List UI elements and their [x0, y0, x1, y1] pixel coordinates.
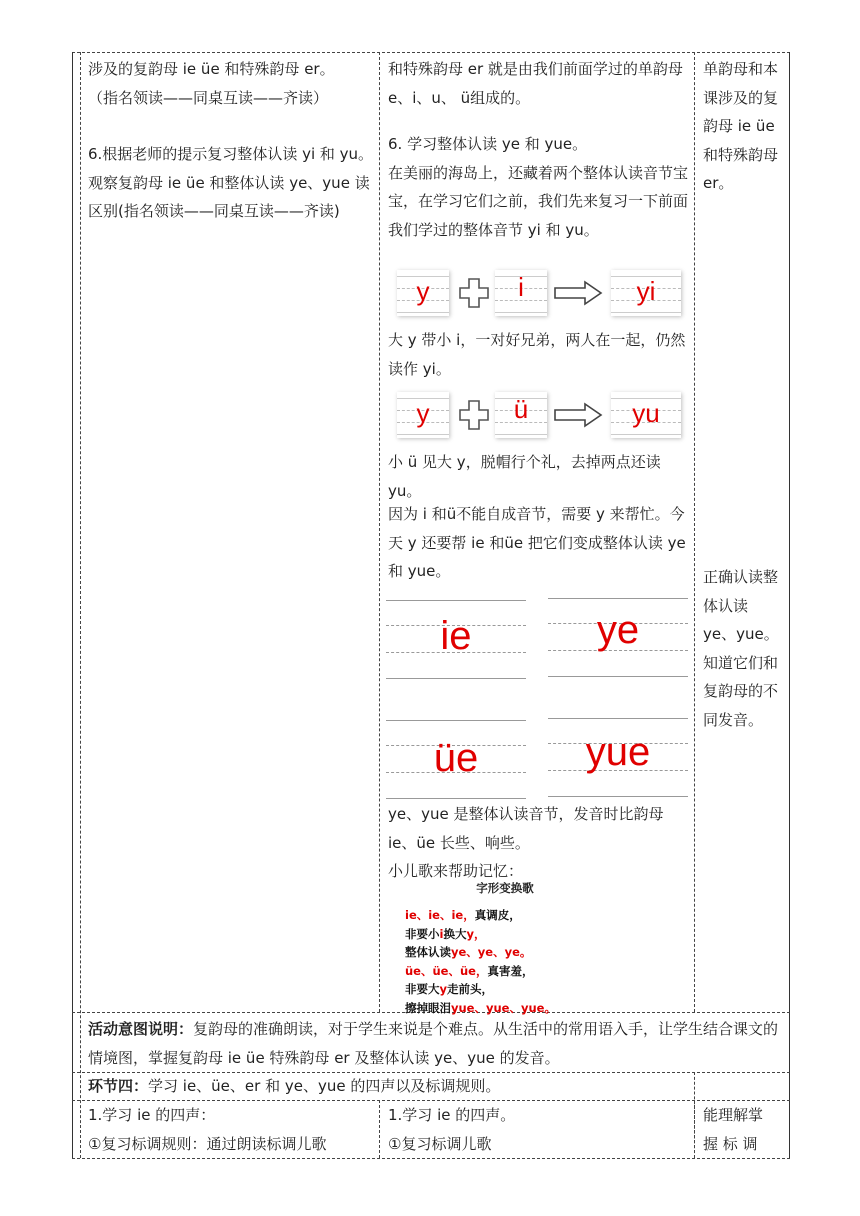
grid-ie [386, 598, 526, 680]
table-top-border [72, 52, 790, 53]
bottom-col2 [388, 1101, 690, 1158]
bottom-col1-line-1: 1.学习 ie 的四声： [88, 1106, 216, 1124]
table-bottom-border [72, 1158, 790, 1159]
grid-letter: yue [585, 730, 651, 774]
grid-box-y [397, 392, 449, 438]
col1-line-2: （指名领读——同桌互读——齐读） [88, 88, 329, 107]
table-right-border [789, 52, 790, 1158]
col-divider-2b [379, 1100, 380, 1158]
song-line-2: 非要小i换大y， [405, 926, 486, 941]
col-divider-1 [80, 52, 81, 1158]
grid-box-i [495, 270, 547, 316]
grid-yue [548, 716, 688, 798]
bottom-col3-line-1: 能理解掌 [703, 1106, 764, 1124]
col-divider-3 [694, 52, 695, 1012]
col2-item6-title: 6. 学习整体认读 ye 和 yue。 [388, 135, 588, 153]
grid-letter: üe [433, 736, 479, 780]
song-line-4: üe、üe、üe，真害羞， [405, 963, 534, 978]
bottom-col1-line-2: ①复习标调规则：通过朗读标调儿歌 [88, 1134, 327, 1153]
activity-intent [88, 1015, 782, 1072]
song-line-1: ie、ie、ie，真调皮， [405, 908, 521, 922]
eq2-caption: 小 ü 见大 y，脱帽行个礼，去掉两点还读 yu。 [388, 453, 661, 500]
after-grid-text: ye、yue 是整体认读音节，发音时比韵母 ie、üe 长些、响些。 [388, 805, 664, 852]
col3-objective-a: 单韵母和本课涉及的复韵母 ie üe 和特殊韵母 er。 [703, 60, 779, 192]
table-left-border [72, 52, 73, 1158]
col2-intro: 和特殊韵母 er 就是由我们前面学过的单韵母 e、i、u、 ü组成的。 [388, 60, 683, 107]
grid-letter: y [416, 276, 430, 306]
song-line-6: 擦掉眼泪yue、yue、yue。 [405, 1000, 556, 1015]
bottom-col1 [88, 1101, 374, 1158]
song-line-3: 整体认读ye、ye、ye。 [405, 945, 532, 959]
col-divider-3c [694, 1100, 695, 1158]
bottom-col2-line-2: ①复习标调儿歌 [388, 1134, 492, 1153]
plus-icon [457, 276, 491, 310]
bottom-col2-line-1: 1.学习 ie 的四声。 [388, 1106, 516, 1124]
col1-line-1: 涉及的复韵母 ie üe 和特殊韵母 er。 [88, 60, 335, 78]
shape-change-song [405, 880, 665, 1017]
grid-ye [548, 596, 688, 678]
col2-item6 [388, 130, 690, 244]
bottom-col3 [703, 1101, 781, 1158]
section-4-heading [88, 1072, 688, 1101]
col1-item6: 6.根据老师的提示复习整体认读 yi 和 yu。观察复韵母 ie üe 和整体认读 ye、yue 读区别(指名领读——同桌互读——齐读) [88, 145, 374, 220]
grid-letter: ü [513, 394, 529, 424]
section4-label: 环节四： [88, 1077, 149, 1095]
grid-letter: yu [632, 398, 660, 428]
grid-letter: y [416, 398, 430, 428]
explain-text: 因为 i 和ü不能自成音节，需要 y 来帮忙。今天 y 还要帮 ie 和üe 把它们变成整体认读 ye 和 yue。 [388, 505, 686, 580]
grid-box-yi [611, 270, 681, 316]
col-divider-2 [379, 52, 380, 1012]
section4-text: 学习 ie、üe、er 和 ye、yue 的四声以及标调规则。 [148, 1077, 501, 1095]
grid-ue [386, 718, 526, 800]
equation-y-plus-u [393, 392, 689, 440]
col3-objective-b: 正确认读整体认读 ye、yue。知道它们和复韵母的不同发音。 [703, 568, 779, 729]
intent-text: 复韵母的准确朗读，对于学生来说是个难点。从生活中的常用语入手，让学生结合课文的情境图，掌握复韵母 ie üe 特殊韵母 er 及整体认读 ye、yue 的发音。 [88, 1020, 779, 1067]
plus-icon [457, 398, 491, 432]
bottom-col3-line-2: 握 标 调 [703, 1134, 758, 1153]
equation-y-plus-i [393, 270, 689, 318]
intent-label: 活动意图说明： [88, 1020, 194, 1038]
song-line-5: 非要大y走前头， [405, 982, 493, 996]
col2-item6-body: 在美丽的海岛上，还藏着两个整体认读音节宝宝，在学习它们之前，我们先来复习一下前面我们学过的整体音节 yi 和 yu。 [388, 163, 689, 239]
grid-letter: yi [636, 276, 656, 306]
song-title: 字形变换歌 [476, 881, 534, 895]
grid-box-yu [611, 392, 681, 438]
eq1-caption: 大 y 带小 i，一对好兄弟，两人在一起，仍然读作 yi。 [388, 331, 686, 378]
grid-letter: i [518, 272, 524, 302]
grid-letter: ie [440, 614, 472, 658]
col1-top-text [88, 55, 374, 226]
song-intro: 小儿歌来帮助记忆： [388, 862, 524, 880]
grid-box-y [397, 270, 449, 316]
grid-letter: ye [596, 608, 640, 652]
arrow-right-icon [553, 402, 603, 428]
arrow-right-icon [553, 280, 603, 306]
grid-box-u [495, 392, 547, 438]
